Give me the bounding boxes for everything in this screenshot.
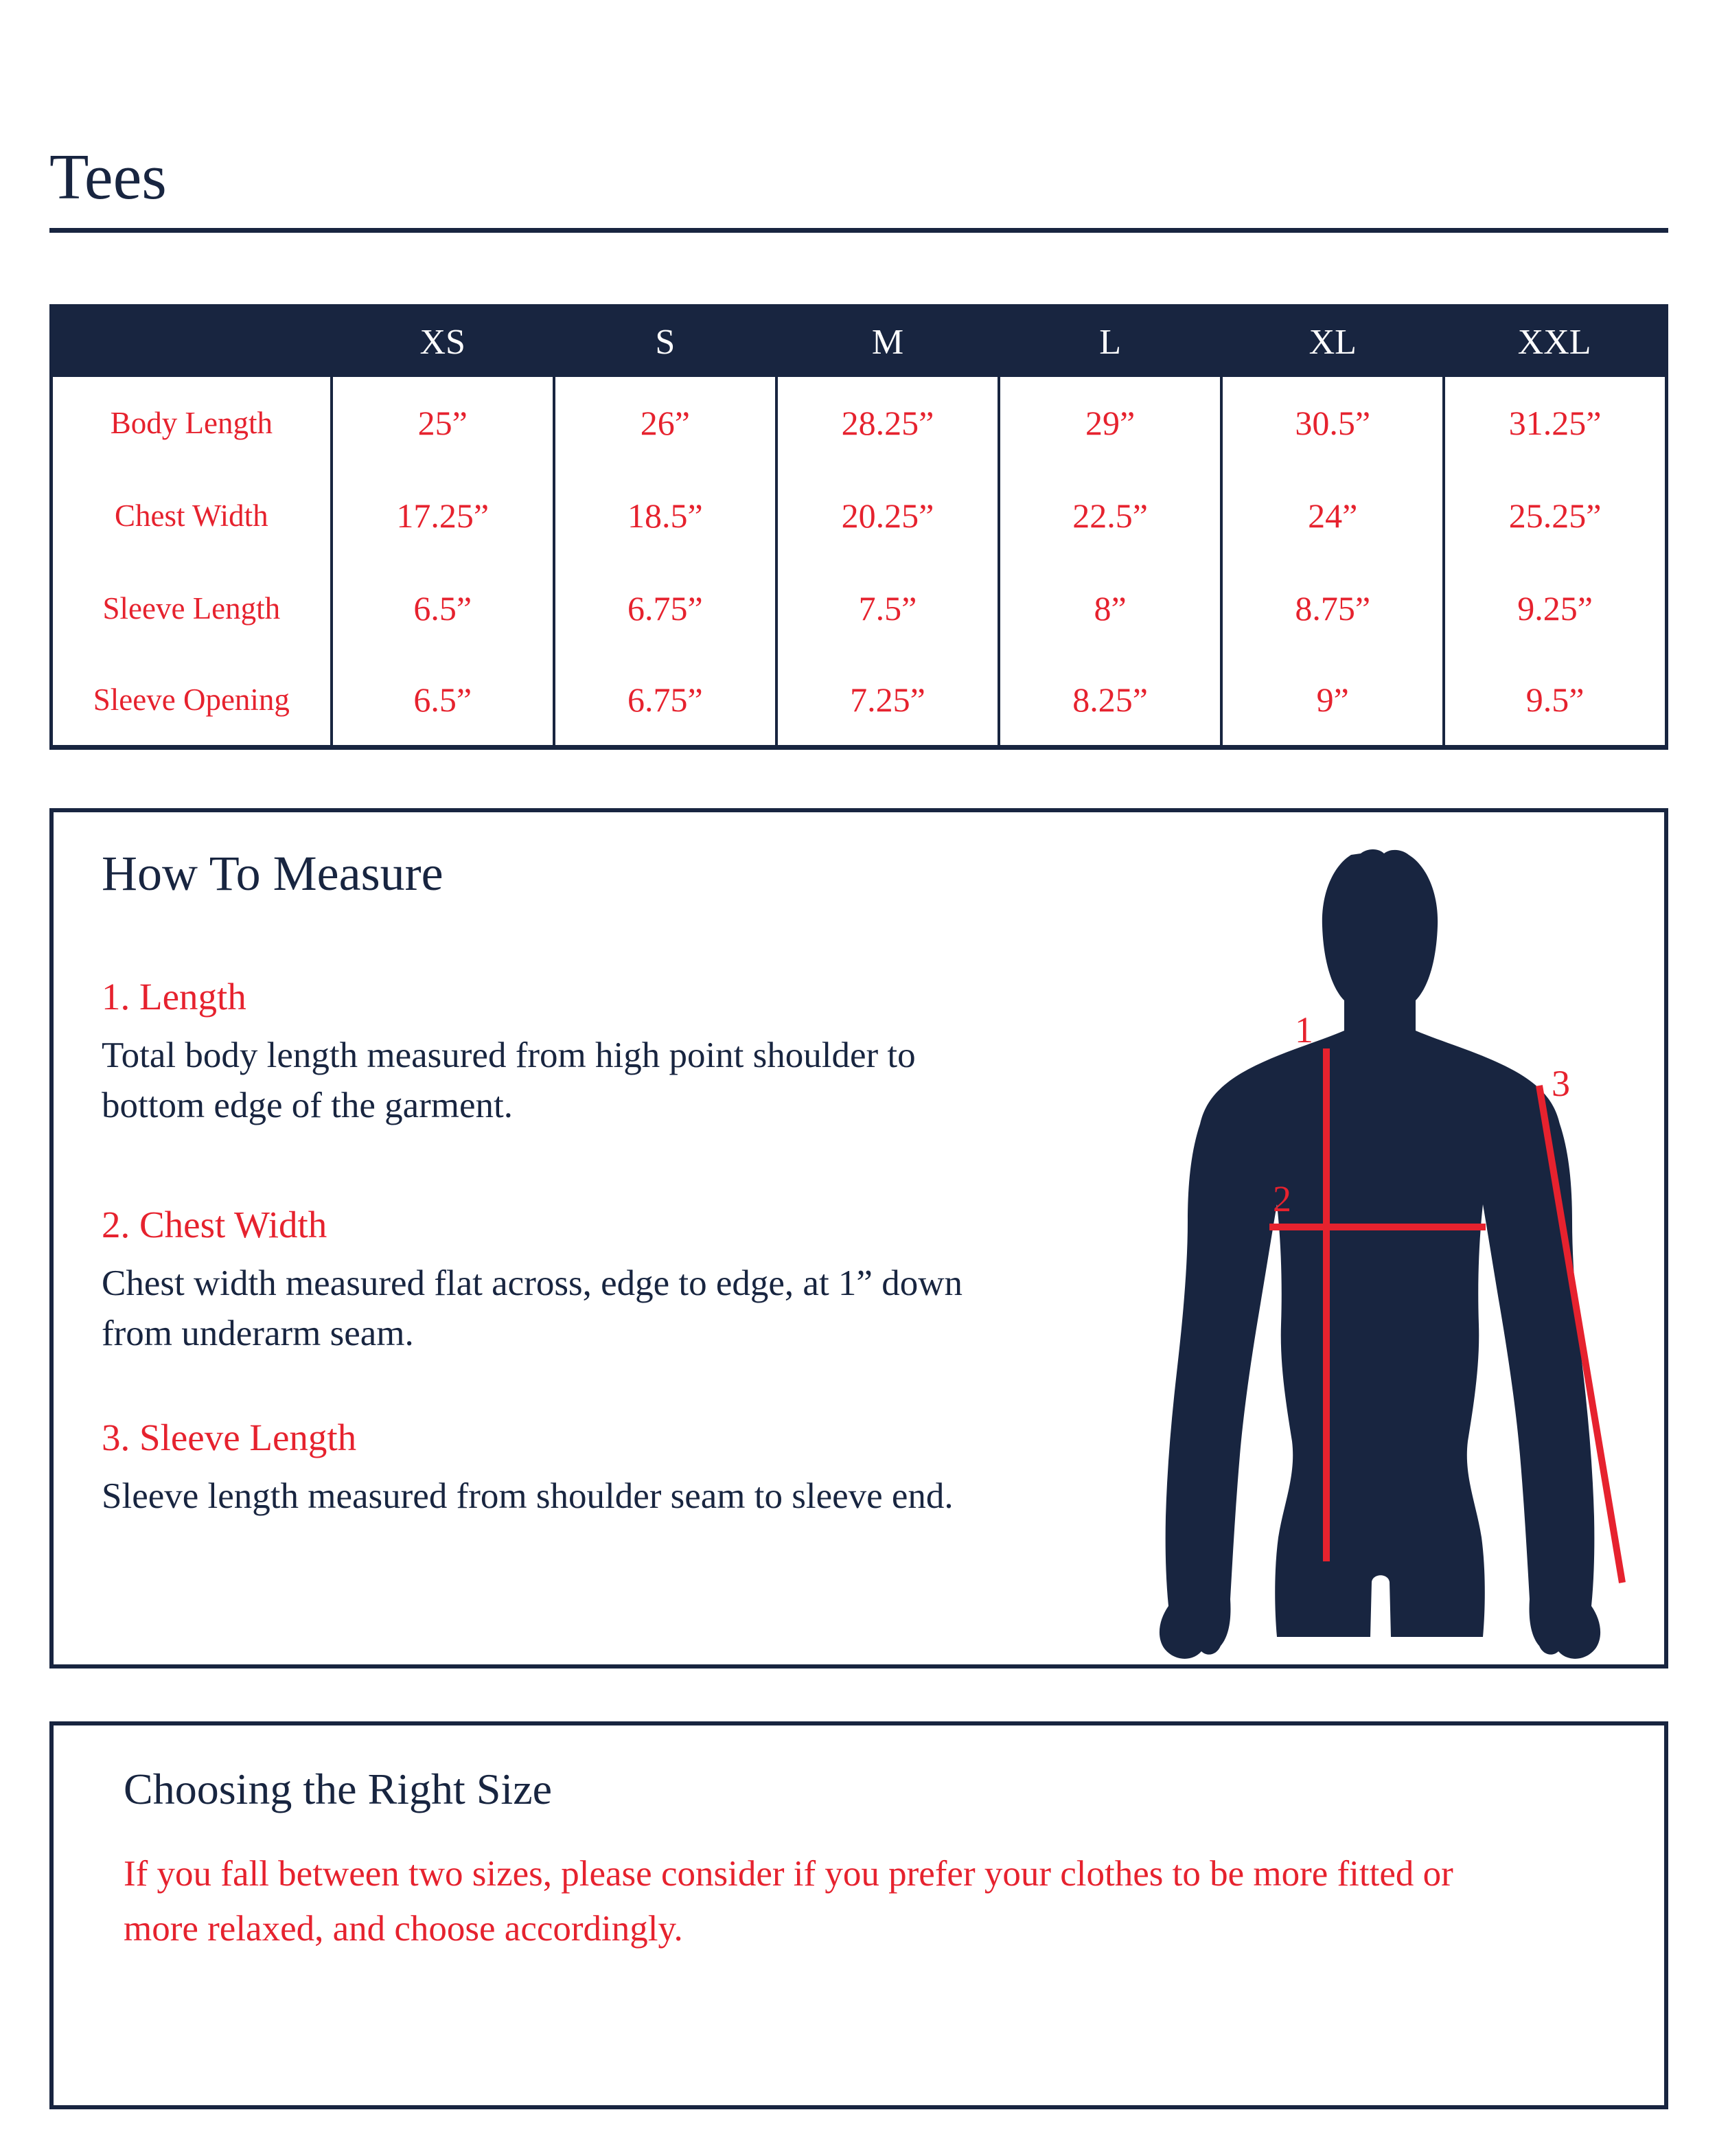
measure-section-body bbox=[102, 1031, 1173, 1131]
body-text-line: Chest width measured flat across, edge to edge, at 1” down bbox=[102, 1263, 963, 1303]
size-chart-table bbox=[49, 304, 1668, 750]
measure-section-title: 1. Length bbox=[102, 976, 246, 1018]
body-silhouette bbox=[1160, 849, 1600, 1659]
cell-value: 7.25” bbox=[776, 655, 999, 748]
row-label: Sleeve Opening bbox=[51, 655, 332, 748]
table-row-sleeve-length bbox=[51, 562, 1667, 655]
how-to-measure-heading: How To Measure bbox=[102, 846, 443, 901]
measure-section-sleeve-length bbox=[102, 1415, 1173, 1522]
cell-value: 17.25” bbox=[332, 470, 554, 562]
size-table-header bbox=[51, 306, 1667, 377]
cell-value: 9.25” bbox=[1444, 562, 1666, 655]
cell-value: 7.5” bbox=[776, 562, 999, 655]
title-divider-rule bbox=[49, 228, 1668, 233]
header-cell-l: L bbox=[1099, 322, 1121, 362]
cell-value: 6.5” bbox=[332, 655, 554, 748]
cell-value: 29” bbox=[999, 377, 1221, 470]
body-text-line: Total body length measured from high point shoulder to bbox=[102, 1035, 916, 1075]
choosing-right-size-panel bbox=[49, 1721, 1668, 2109]
cell-value: 6.5” bbox=[332, 562, 554, 655]
body-text-line: more relaxed, and choose accordingly. bbox=[124, 1909, 683, 1949]
choosing-right-size-heading: Choosing the Right Size bbox=[124, 1765, 552, 1813]
page-title: Tees bbox=[49, 141, 167, 213]
row-label: Body Length bbox=[51, 377, 332, 470]
figure-label-3: 3 bbox=[1552, 1063, 1570, 1104]
body-text-line: from underarm seam. bbox=[102, 1314, 414, 1353]
cell-value: 20.25” bbox=[776, 470, 999, 562]
choosing-right-size-body bbox=[124, 1846, 1627, 1956]
how-to-measure-panel bbox=[49, 808, 1668, 1668]
cell-value: 30.5” bbox=[1221, 377, 1444, 470]
table-row-chest-width bbox=[51, 470, 1667, 562]
cell-value: 9.5” bbox=[1444, 655, 1666, 748]
cell-value: 8.25” bbox=[999, 655, 1221, 748]
measure-section-chest-width bbox=[102, 1202, 1173, 1359]
header-cell-xxl: XXL bbox=[1517, 322, 1591, 362]
figure-label-1: 1 bbox=[1295, 1009, 1313, 1051]
header-row bbox=[51, 306, 1667, 377]
cell-value: 28.25” bbox=[776, 377, 999, 470]
measure-section-title: 2. Chest Width bbox=[102, 1204, 327, 1246]
cell-value: 25.25” bbox=[1444, 470, 1666, 562]
measurement-figure bbox=[1142, 830, 1678, 1676]
header-cell-s: S bbox=[655, 322, 676, 362]
cell-value: 24” bbox=[1221, 470, 1444, 562]
row-label: Sleeve Length bbox=[51, 562, 332, 655]
body-text-line: bottom edge of the garment. bbox=[102, 1086, 514, 1125]
header-cell-empty bbox=[51, 306, 332, 377]
body-text-line: If you fall between two sizes, please consider if you prefer your clothes to be more fitted or bbox=[124, 1854, 1453, 1894]
header-cell-m: M bbox=[871, 322, 904, 362]
measure-section-body bbox=[102, 1471, 1173, 1522]
cell-value: 25” bbox=[332, 377, 554, 470]
body-text-line: Sleeve length measured from shoulder seam to sleeve end. bbox=[102, 1476, 954, 1516]
cell-value: 26” bbox=[554, 377, 776, 470]
table-row-body-length bbox=[51, 377, 1667, 470]
cell-value: 8.75” bbox=[1221, 562, 1444, 655]
cell-value: 6.75” bbox=[554, 562, 776, 655]
body-silhouette-figure bbox=[1142, 830, 1678, 1676]
header-cell-xl: XL bbox=[1309, 322, 1357, 362]
cell-value: 9” bbox=[1221, 655, 1444, 748]
measure-section-body bbox=[102, 1259, 1173, 1359]
row-label: Chest Width bbox=[51, 470, 332, 562]
cell-value: 22.5” bbox=[999, 470, 1221, 562]
cell-value: 18.5” bbox=[554, 470, 776, 562]
cell-value: 31.25” bbox=[1444, 377, 1666, 470]
cell-value: 8” bbox=[999, 562, 1221, 655]
cell-value: 6.75” bbox=[554, 655, 776, 748]
header-cell-xs: XS bbox=[419, 322, 465, 362]
table-row-sleeve-opening bbox=[51, 655, 1667, 748]
measure-section-length bbox=[102, 974, 1173, 1131]
figure-label-2: 2 bbox=[1273, 1178, 1291, 1219]
measure-section-title: 3. Sleeve Length bbox=[102, 1417, 357, 1458]
